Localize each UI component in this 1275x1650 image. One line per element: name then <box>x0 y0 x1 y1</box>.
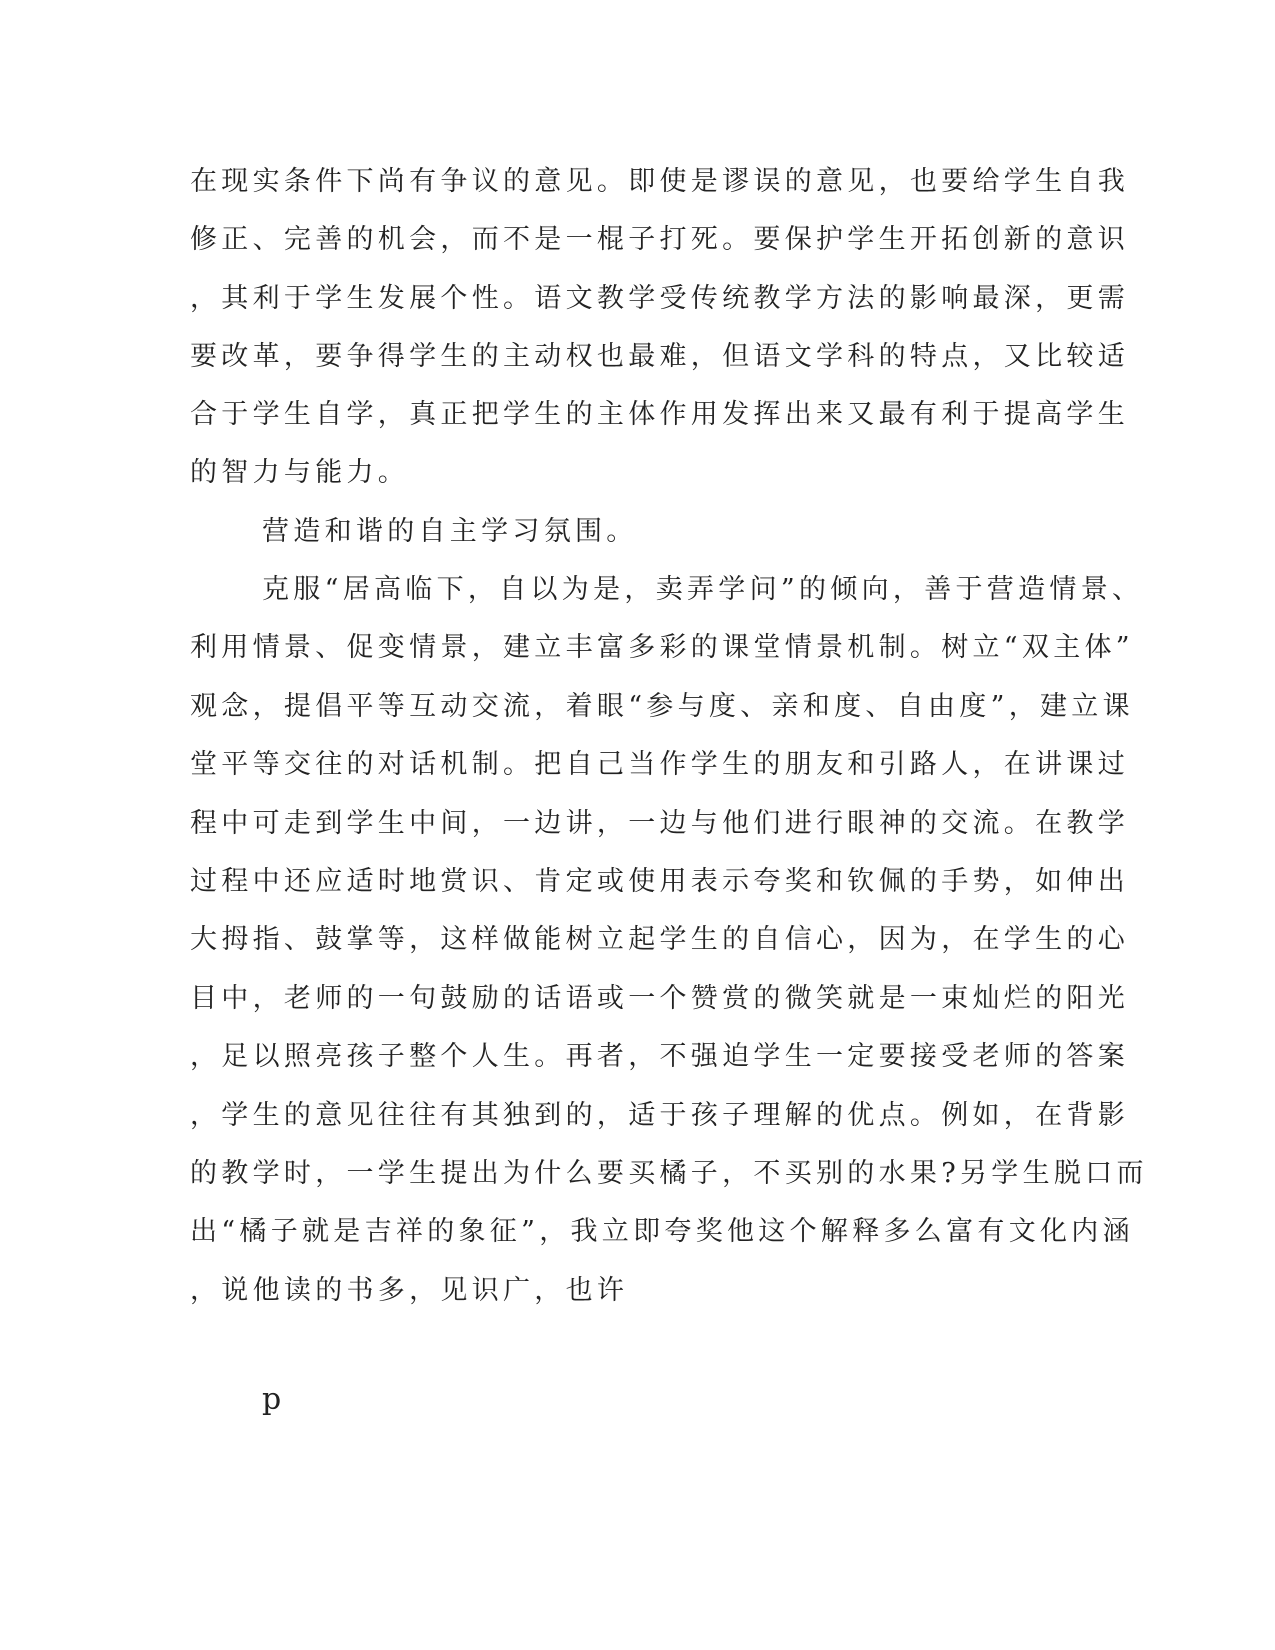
body-text-line: 观念，提倡平等互动交流，着眼“参与度、亲和度、自由度”，建立课 <box>190 691 1134 722</box>
body-text-line: 合于学生自学，真正把学生的主体作用发挥出来又最有利于提高学生 <box>190 399 1129 430</box>
body-text-line: 出“橘子就是吉祥的象征”，我立即夸奖他这个解释多么富有文化内涵 <box>190 1216 1134 1247</box>
body-text-line: ，学生的意见往往有其独到的，适于孩子理解的优点。例如，在背影 <box>190 1100 1129 1131</box>
trailing-mark: p <box>262 1382 282 1417</box>
body-text-line: 的教学时，一学生提出为什么要买橘子，不买别的水果?另学生脱口而 <box>190 1158 1148 1189</box>
body-text-line: ，说他读的书多，见识广，也许 <box>190 1275 629 1306</box>
body-text-line: 堂平等交往的对话机制。把自己当作学生的朋友和引路人，在讲课过 <box>190 749 1129 780</box>
section-heading: 营造和谐的自主学习氛围。 <box>262 516 638 547</box>
body-text-line: 大拇指、鼓掌等，这样做能树立起学生的自信心，因为，在学生的心 <box>190 924 1129 955</box>
body-text-line: 利用情景、促变情景，建立丰富多彩的课堂情景机制。树立“双主体” <box>190 632 1134 663</box>
body-text-line: 克服“居高临下，自以为是，卖弄学问”的倾向，善于营造情景、 <box>262 574 1144 605</box>
body-text-line: 修正、完善的机会，而不是一棍子打死。要保护学生开拓创新的意识 <box>190 224 1129 255</box>
body-text-line: 过程中还应适时地赏识、肯定或使用表示夸奖和钦佩的手势，如伸出 <box>190 866 1129 897</box>
body-text-line: ，足以照亮孩子整个人生。再者，不强迫学生一定要接受老师的答案 <box>190 1041 1129 1072</box>
body-text-line: 目中，老师的一句鼓励的话语或一个赞赏的微笑就是一束灿烂的阳光 <box>190 983 1129 1014</box>
body-text-line: ，其利于学生发展个性。语文教学受传统教学方法的影响最深，更需 <box>190 283 1129 314</box>
body-text-line: 要改革，要争得学生的主动权也最难，但语文学科的特点，又比较适 <box>190 341 1129 372</box>
body-text-line: 在现实条件下尚有争议的意见。即使是谬误的意见，也要给学生自我 <box>190 166 1129 197</box>
body-text-line: 的智力与能力。 <box>190 457 410 488</box>
body-text-line: 程中可走到学生中间，一边讲，一边与他们进行眼神的交流。在教学 <box>190 808 1129 839</box>
